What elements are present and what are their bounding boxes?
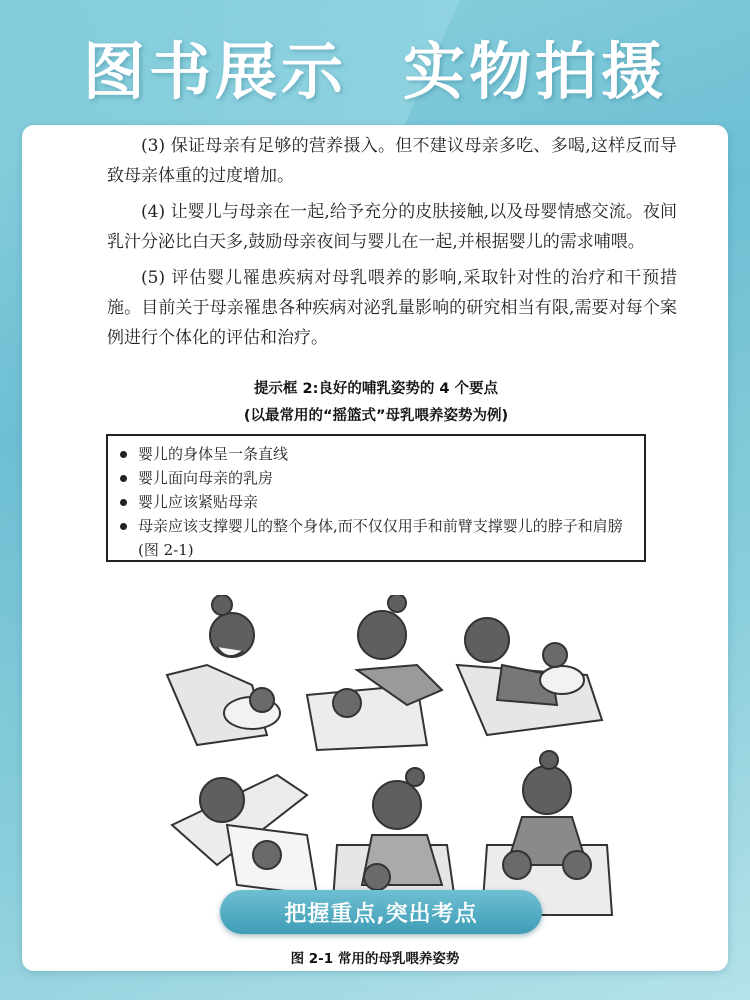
tip-list [118, 442, 634, 562]
tip-item: 婴儿的身体呈一条直线 [118, 442, 634, 466]
body-text [107, 131, 677, 359]
position-cradle-illustration [167, 595, 280, 745]
breastfeeding-positions-illustration [157, 595, 617, 935]
banner-title [0, 22, 750, 106]
paragraph-5: (5) 评估婴儿罹患疾病对母乳喂养的影响,采取针对性的治疗和干预措施。目前关于母亲罹患各种疾病对泌乳量影响的研究相当有限,需要对每个案例进行个体化的评估和治疗。 [107, 268, 677, 348]
banner [0, 0, 750, 125]
tip-item: 婴儿面向母亲的乳房 [118, 466, 634, 490]
position-football-illustration [307, 595, 442, 750]
position-reclined-illustration [457, 618, 602, 735]
tip-box-title: 提示框 2:良好的哺乳姿势的 4 个要点 [253, 381, 499, 397]
banner-right-title: 实物拍摄 [403, 35, 668, 108]
key-points-badge: 把握重点,突出考点 [220, 890, 542, 934]
banner-left-title: 图书展示 [82, 35, 347, 108]
tip-box-subtitle: (以最常用的“摇篮式”母乳喂养姿势为例) [243, 408, 509, 424]
tip-item: 婴儿应该紧贴母亲 [118, 490, 634, 514]
tip-item: 母亲应该支撑婴儿的整个身体,而不仅仅用手和前臂支撑婴儿的脖子和肩膀(图 2-1) [118, 514, 634, 562]
tip-box [106, 434, 646, 562]
figure-caption: 图 2-1 常用的母乳喂养姿势 [290, 951, 460, 967]
paragraph-4: (4) 让婴儿与母亲在一起,给予充分的皮肤接触,以及母婴情感交流。夜间乳汁分泌比白天多,鼓励母亲夜间与婴儿在一起,并根据婴儿的需求哺喂。 [107, 202, 677, 252]
paragraph-3: (3) 保证母亲有足够的营养摄入。但不建议母亲多吃、多喝,这样反而导致母亲体重的过度增加。 [107, 136, 677, 186]
position-side-lying-illustration [172, 775, 317, 895]
book-page-card [22, 125, 728, 971]
